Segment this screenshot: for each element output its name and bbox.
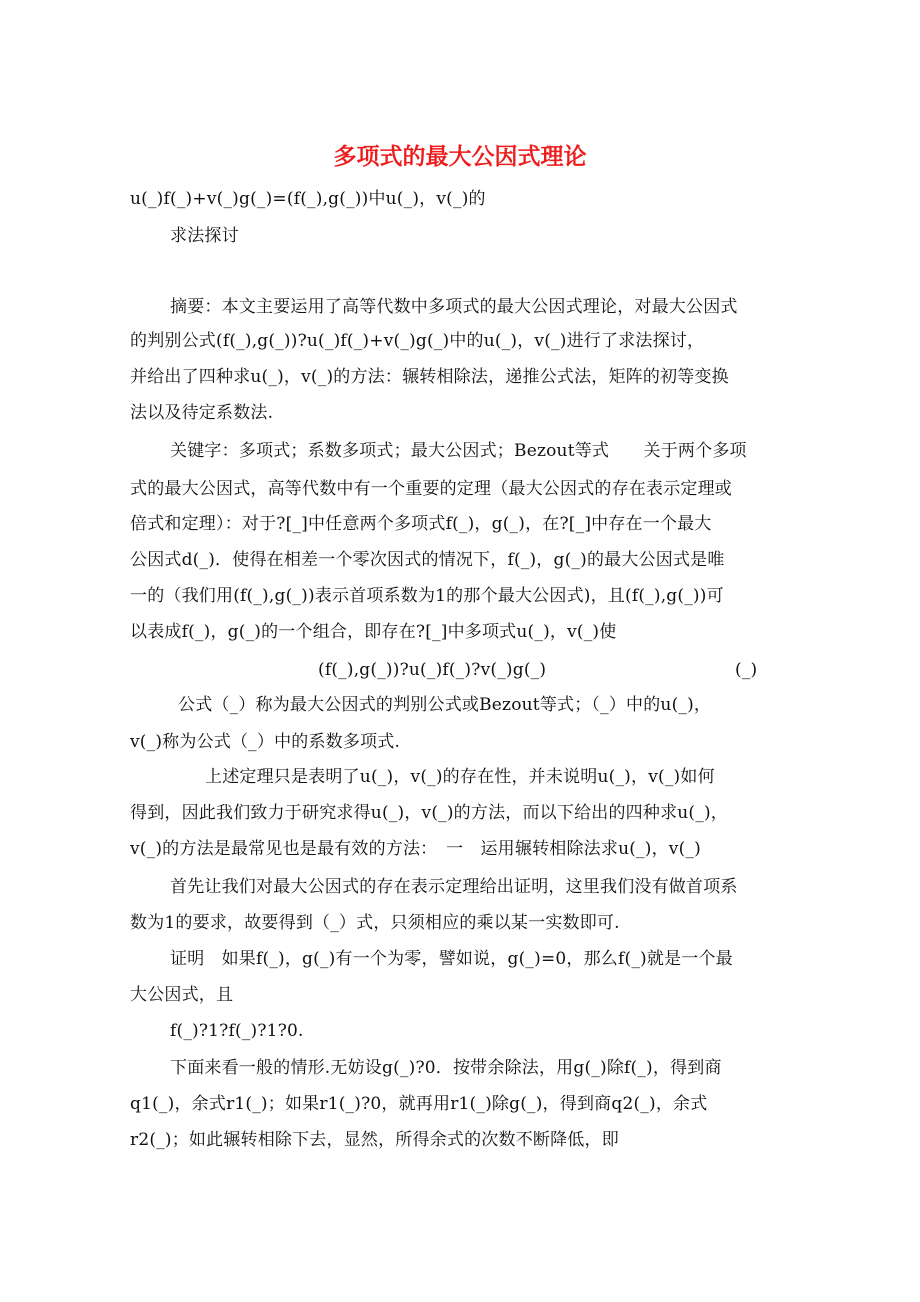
abstract-line-4: 法以及待定系数法. bbox=[130, 403, 274, 423]
keywords-line: 关键字：多项式；系数多项式；最大公因式；Bezout等式 关于两个多项 bbox=[170, 441, 747, 461]
proof-line-2: 大公因式，且 bbox=[130, 985, 234, 1005]
body-line-8: 上述定理只是表明了u(_)，v(_)的存在性，并未说明u(_)，v(_)如何 bbox=[205, 767, 715, 787]
formula-line: (f(_),g(_))?u(_)f(_)?v(_)g(_) bbox=[318, 660, 547, 680]
proof-line-6: r2(_)；如此辗转相除下去，显然，所得余式的次数不断降低，即 bbox=[130, 1130, 619, 1150]
body-line-5: 以表成f(_)，g(_)的一个组合，即存在?[_]中多项式u(_)，v(_)使 bbox=[130, 622, 617, 642]
body-line-4: 一的（我们用(f(_),g(_))表示首项系数为1的那个最大公因式)，且(f(_),g(_))可 bbox=[130, 586, 724, 606]
body-line-2: 倍式和定理）：对于?[_]中任意两个多项式f(_)，g(_)，在?[_]中存在一个最大 bbox=[130, 514, 712, 534]
body-line-6: 公式（_）称为最大公因式的判别公式或Bezout等式；（_）中的u(_)， bbox=[178, 695, 712, 715]
body-line-11: 首先让我们对最大公因式的存在表示定理给出证明，这里我们没有做首项系 bbox=[170, 877, 738, 897]
body-line-7: v(_)称为公式（_）中的系数多项式. bbox=[130, 732, 401, 752]
body-line-12: 数为1的要求，故要得到（_）式，只须相应的乘以某一实数即可. bbox=[130, 913, 620, 933]
body-line-9: 得到，因此我们致力于研究求得u(_)，v(_)的方法，而以下给出的四种求u(_)， bbox=[130, 803, 728, 823]
document-title: 多项式的最大公因式理论 bbox=[333, 143, 587, 170]
formula-number: (_) bbox=[735, 660, 758, 680]
body-line-10: v(_)的方法是最常见也是最有效的方法： 一 运用辗转相除法求u(_)，v(_) bbox=[130, 839, 701, 859]
proof-line-4: 下面来看一般的情形.无妨设g(_)?0．按带余除法，用g(_)除f(_)，得到商 bbox=[170, 1058, 722, 1078]
proof-line-1: 证明 如果f(_)，g(_)有一个为零，譬如说，g(_)=0，那么f(_)就是一个最 bbox=[170, 949, 733, 969]
proof-line-3: f(_)?1?f(_)?1?0. bbox=[170, 1021, 304, 1041]
abstract-line-1: 摘要：本文主要运用了高等代数中多项式的最大公因式理论，对最大公因式 bbox=[170, 297, 738, 317]
subtitle-line-2: 求法探讨 bbox=[170, 226, 239, 246]
body-line-3: 公因式d(_)．使得在相差一个零次因式的情况下，f(_)，g(_)的最大公因式是唯 bbox=[130, 550, 725, 570]
abstract-line-3: 并给出了四种求u(_)，v(_)的方法：辗转相除法，递推公式法，矩阵的初等变换 bbox=[130, 367, 729, 387]
proof-line-5: q1(_)，余式r1(_)；如果r1(_)?0，就再用r1(_)除g(_)，得到商q2(_)，余式 bbox=[130, 1094, 708, 1114]
body-line-1: 式的最大公因式，高等代数中有一个重要的定理（最大公因式的存在表示定理或 bbox=[130, 479, 732, 499]
subtitle-line-1: u(_)f(_)+v(_)g(_)=(f(_),g(_))中u(_)，v(_)的 bbox=[130, 189, 486, 209]
abstract-line-2: 的判别公式(f(_),g(_))?u(_)f(_)+v(_)g(_)中的u(_)，v(_)进行了求法探讨， bbox=[130, 331, 705, 351]
